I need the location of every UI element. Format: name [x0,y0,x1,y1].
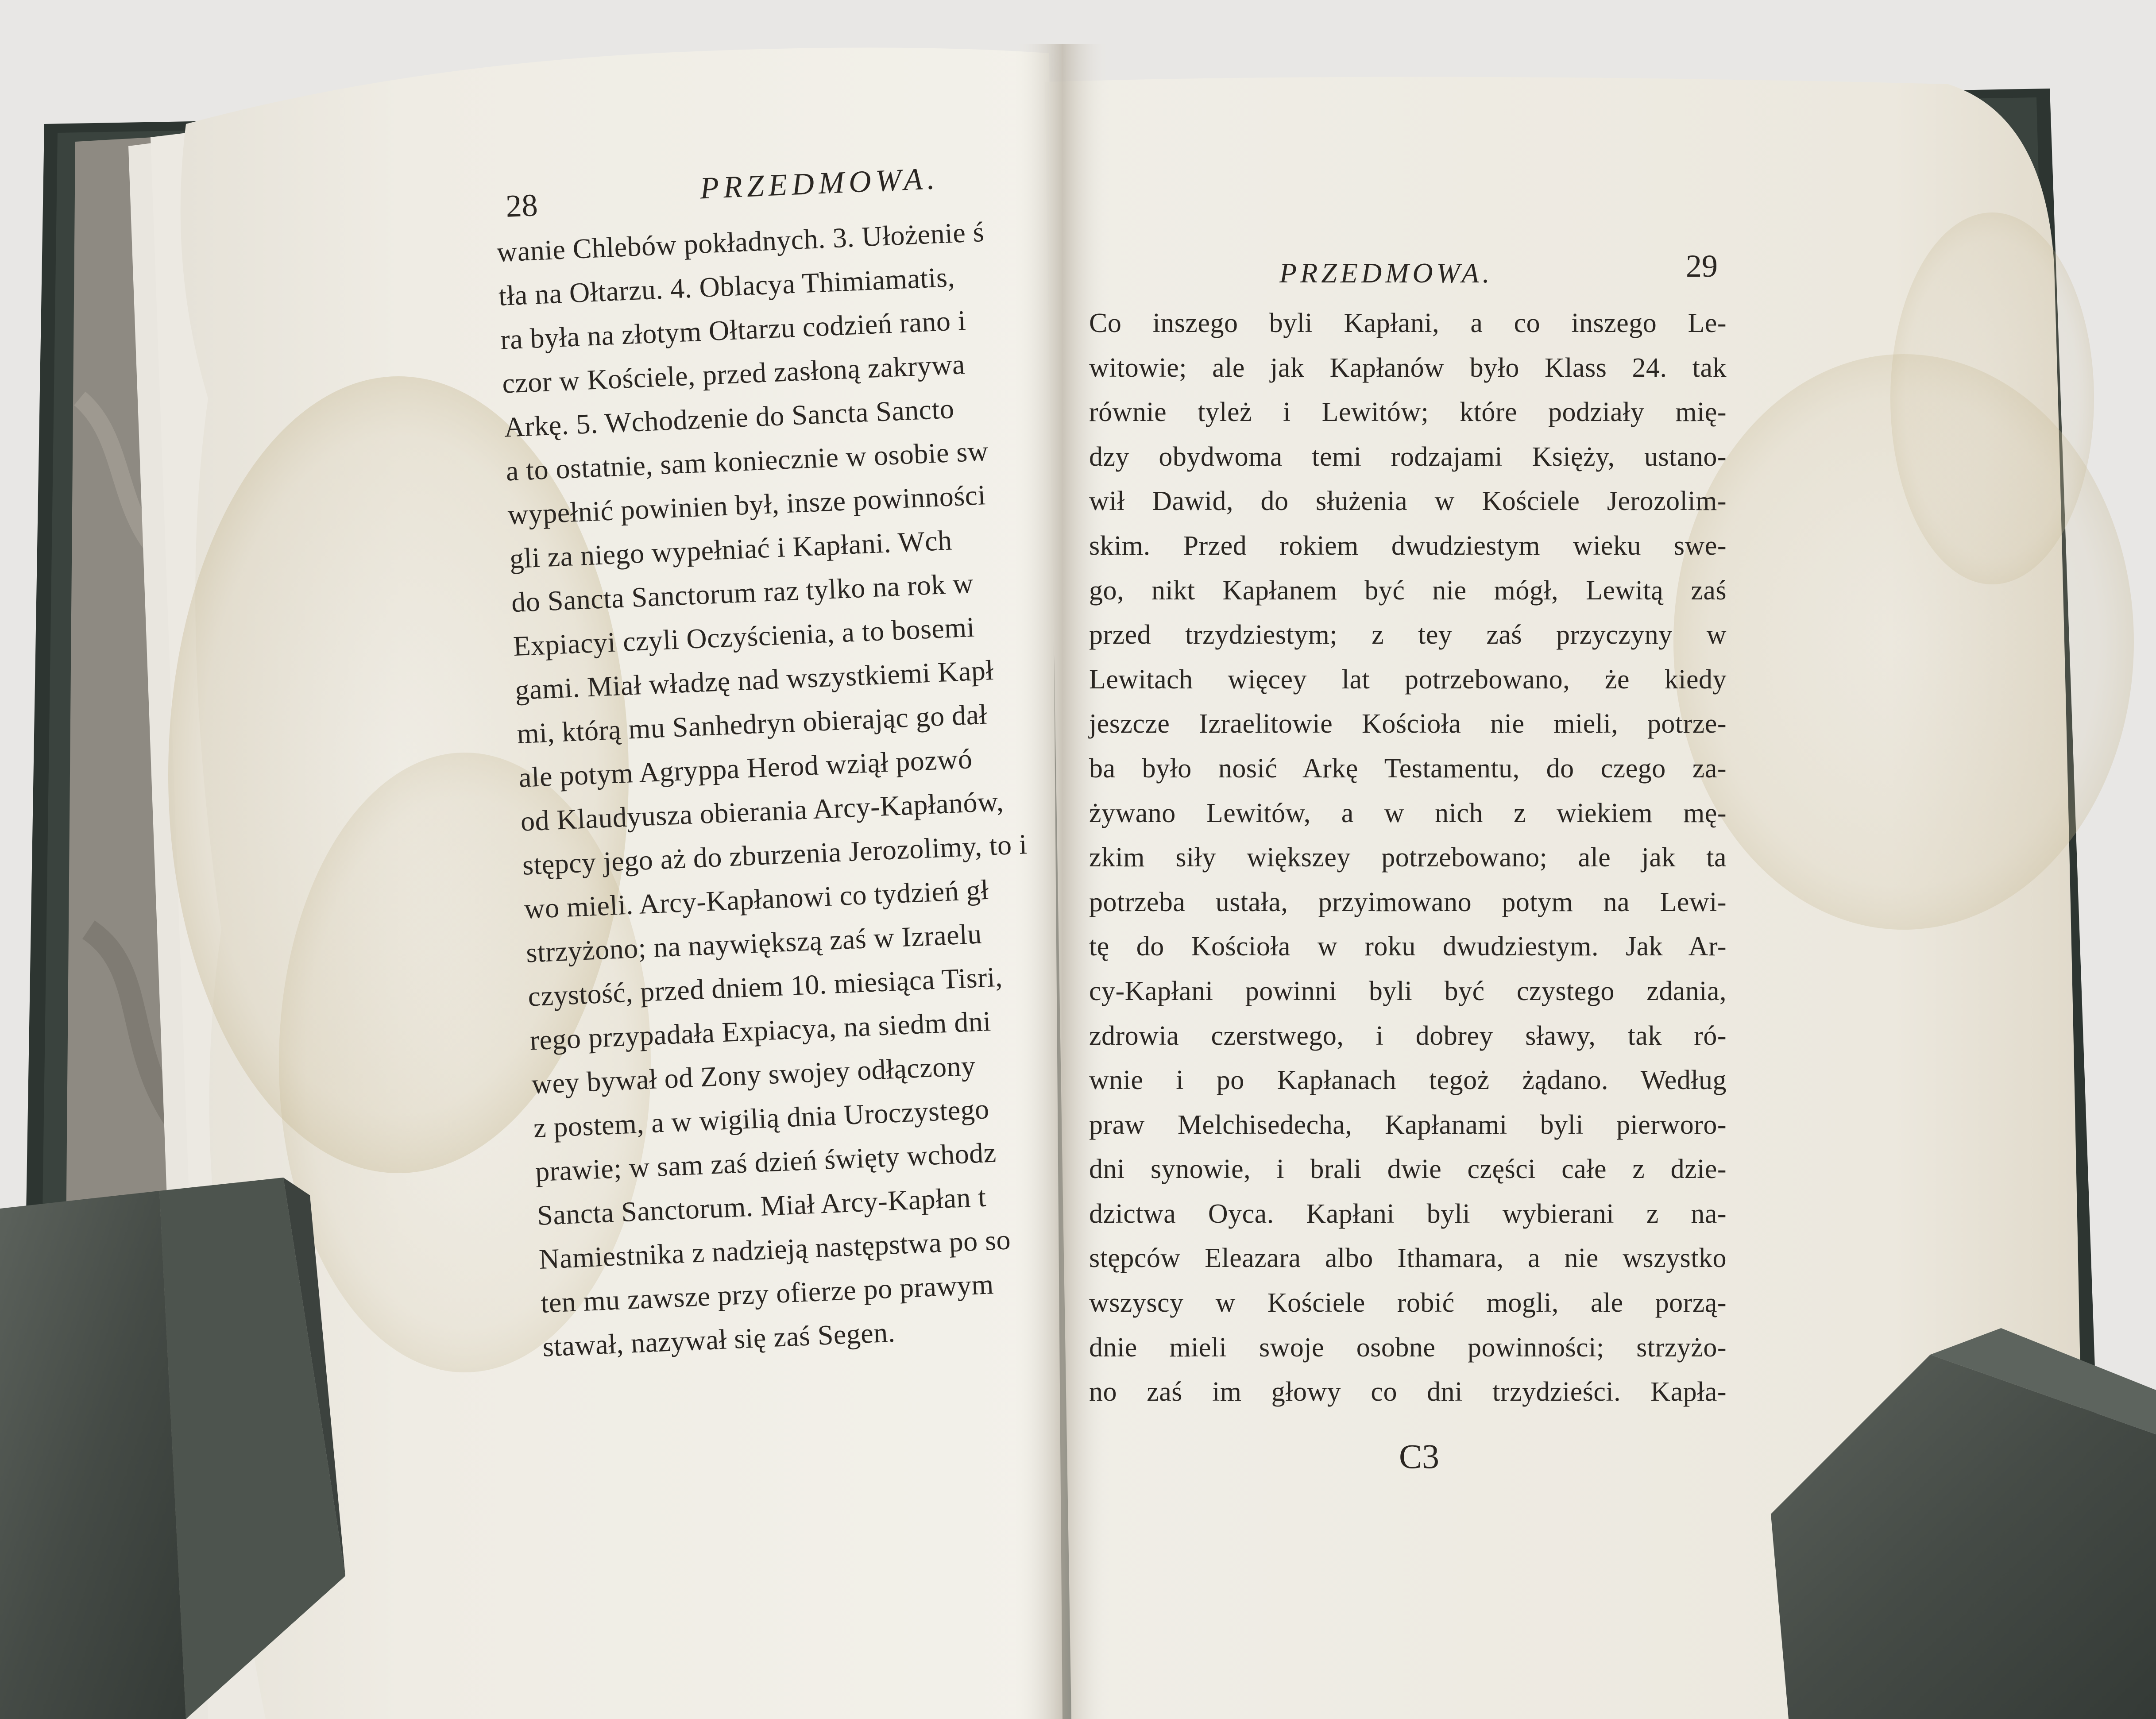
text-line: wił Dawid, do służenia w Kościele Jerozolim- [1089,486,1727,517]
text-line: zkim siły większey potrzebowano; ale jak ta [1089,842,1727,873]
text-line: zdrowia czerstwego, i dobrey sławy, tak ró- [1089,1020,1727,1051]
text-line: wo mieli. Arcy-Kapłanowi co tydzień gł [523,873,989,925]
text-line: wey bywał od Zony swojey odłączony [531,1050,976,1100]
text-line: prawie; w sam zaś dzień święty wchodz [534,1136,997,1188]
text-line: ten mu zawsze przy ofierze po prawym [540,1268,994,1319]
text-line: no zaś im głowy co dni trzydzieści. Kapła- [1089,1377,1727,1407]
text-line: strzyżono; na naywiększą zaś w Izraelu [525,918,983,969]
printer-signature-mark: C3 [1399,1437,1440,1476]
text-line: a to ostatnie, sam koniecznie w osobie sw [505,435,989,487]
text-line: witowie; ale jak Kapłanów było Klass 24. tak [1089,352,1727,383]
text-line: Lewitach więcey lat potrzebowano, że kiedy [1089,664,1727,695]
right-running-head: PRZEDMOWA. [1279,257,1493,289]
text-line: dnie mieli swoje osobne powinności; strzyżo- [1089,1332,1727,1363]
text-line: do Sancta Sanctorum raz tylko na rok w [510,567,974,618]
text-line: gami. Miał władzę nad wszystkiemi Kapł [514,654,994,706]
text-line: Namiestnika z nadzieją następstwa po so [538,1224,1012,1275]
text-line: dzy obydwoma temi rodzajami Księży, ustano- [1089,441,1727,472]
text-line: ale potym Agryppa Herod wziął pozwó [518,743,973,793]
text-line: cy-Kapłani powinni byli być czystego zdania, [1089,976,1727,1006]
text-line: przed trzydziestym; z tey zaś przyczyny w [1089,620,1727,650]
right-page-text [1089,301,1727,1414]
text-line: równie tyleż i Lewitów; które podziały mię- [1089,397,1727,428]
text-line: żywano Lewitów, a w nich z wiekiem mę- [1089,798,1727,828]
right-page-number: 29 [1686,248,1718,284]
left-running-head: PRZEDMOWA. [699,161,940,206]
text-line: ra była na złotym Ołtarzu codzień rano i [499,304,967,355]
text-line: praw Melchisedecha, Kapłanami byli pierworo- [1089,1109,1727,1140]
text-line: wszyscy w Kościele robić mogli, ale porzą- [1089,1288,1727,1318]
text-line: czor w Kościele, przed zasłoną zakrywa [502,348,966,399]
text-line: jeszcze Izraelitowie Kościoła nie mieli, potrze- [1089,709,1727,739]
text-line: potrzeba ustała, przyimowano potym na Lewi- [1089,887,1727,917]
text-line: od Klaudyusza obierania Arcy-Kapłanów, [520,785,1005,837]
text-line: stępcy jego aż do zburzenia Jerozolimy, to i [522,828,1028,881]
text-line: wnie i po Kapłanach tegoż żądano. Według [1089,1065,1727,1096]
text-line: stępców Eleazara albo Ithamara, a nie wszystko [1089,1243,1727,1274]
text-line: Co inszego byli Kapłani, a co inszego Le- [1089,308,1727,338]
text-line: rego przypadała Expiacya, na siedm dni [529,1005,992,1056]
text-line: gli za niego wypełniać i Kapłani. Wch [509,524,953,575]
text-line: tę do Kościoła w roku dwudziestym. Jak Ar- [1089,931,1727,962]
text-line: tła na Ołtarzu. 4. Oblacya Thimiamatis, [498,261,956,312]
text-line: dni synowie, i brali dwie części całe z dzie- [1089,1154,1727,1185]
text-line: czystość, przed dniem 10. miesiąca Tisri, [527,961,1003,1012]
left-page-number: 28 [505,187,539,224]
text-line: Expiacyi czyli Oczyścienia, a to bosemi [512,611,976,662]
text-line: wypełnić powinien był, insze powinności [507,479,987,531]
text-line: ba było nosić Arkę Testamentu, do czego za- [1089,753,1727,784]
text-line: dzictwa Oyca. Kapłani byli wybierani z na- [1089,1198,1727,1229]
text-line: z postem, a w wigilią dnia Uroczystego [533,1093,990,1144]
text-line: Arkę. 5. Wchodzenie do Sancta Sancto [503,393,955,443]
text-line: Sancta Sanctorum. Miał Arcy-Kapłan t [536,1181,987,1232]
text-line: skim. Przed rokiem dwudziestym wieku swe- [1089,530,1727,561]
text-line: mi, którą mu Sanhedryn obierając go dał [516,698,988,749]
left-page-text [496,207,1105,1369]
right-page-header [1279,248,1718,301]
text-line: go, nikt Kapłanem być nie mógł, Lewitą zaś [1089,575,1727,606]
text-line: stawał, nazywał się zaś Segen. [542,1316,896,1363]
text-line: wanie Chlebów pokładnych. 3. Ułożenie ś [496,216,985,268]
